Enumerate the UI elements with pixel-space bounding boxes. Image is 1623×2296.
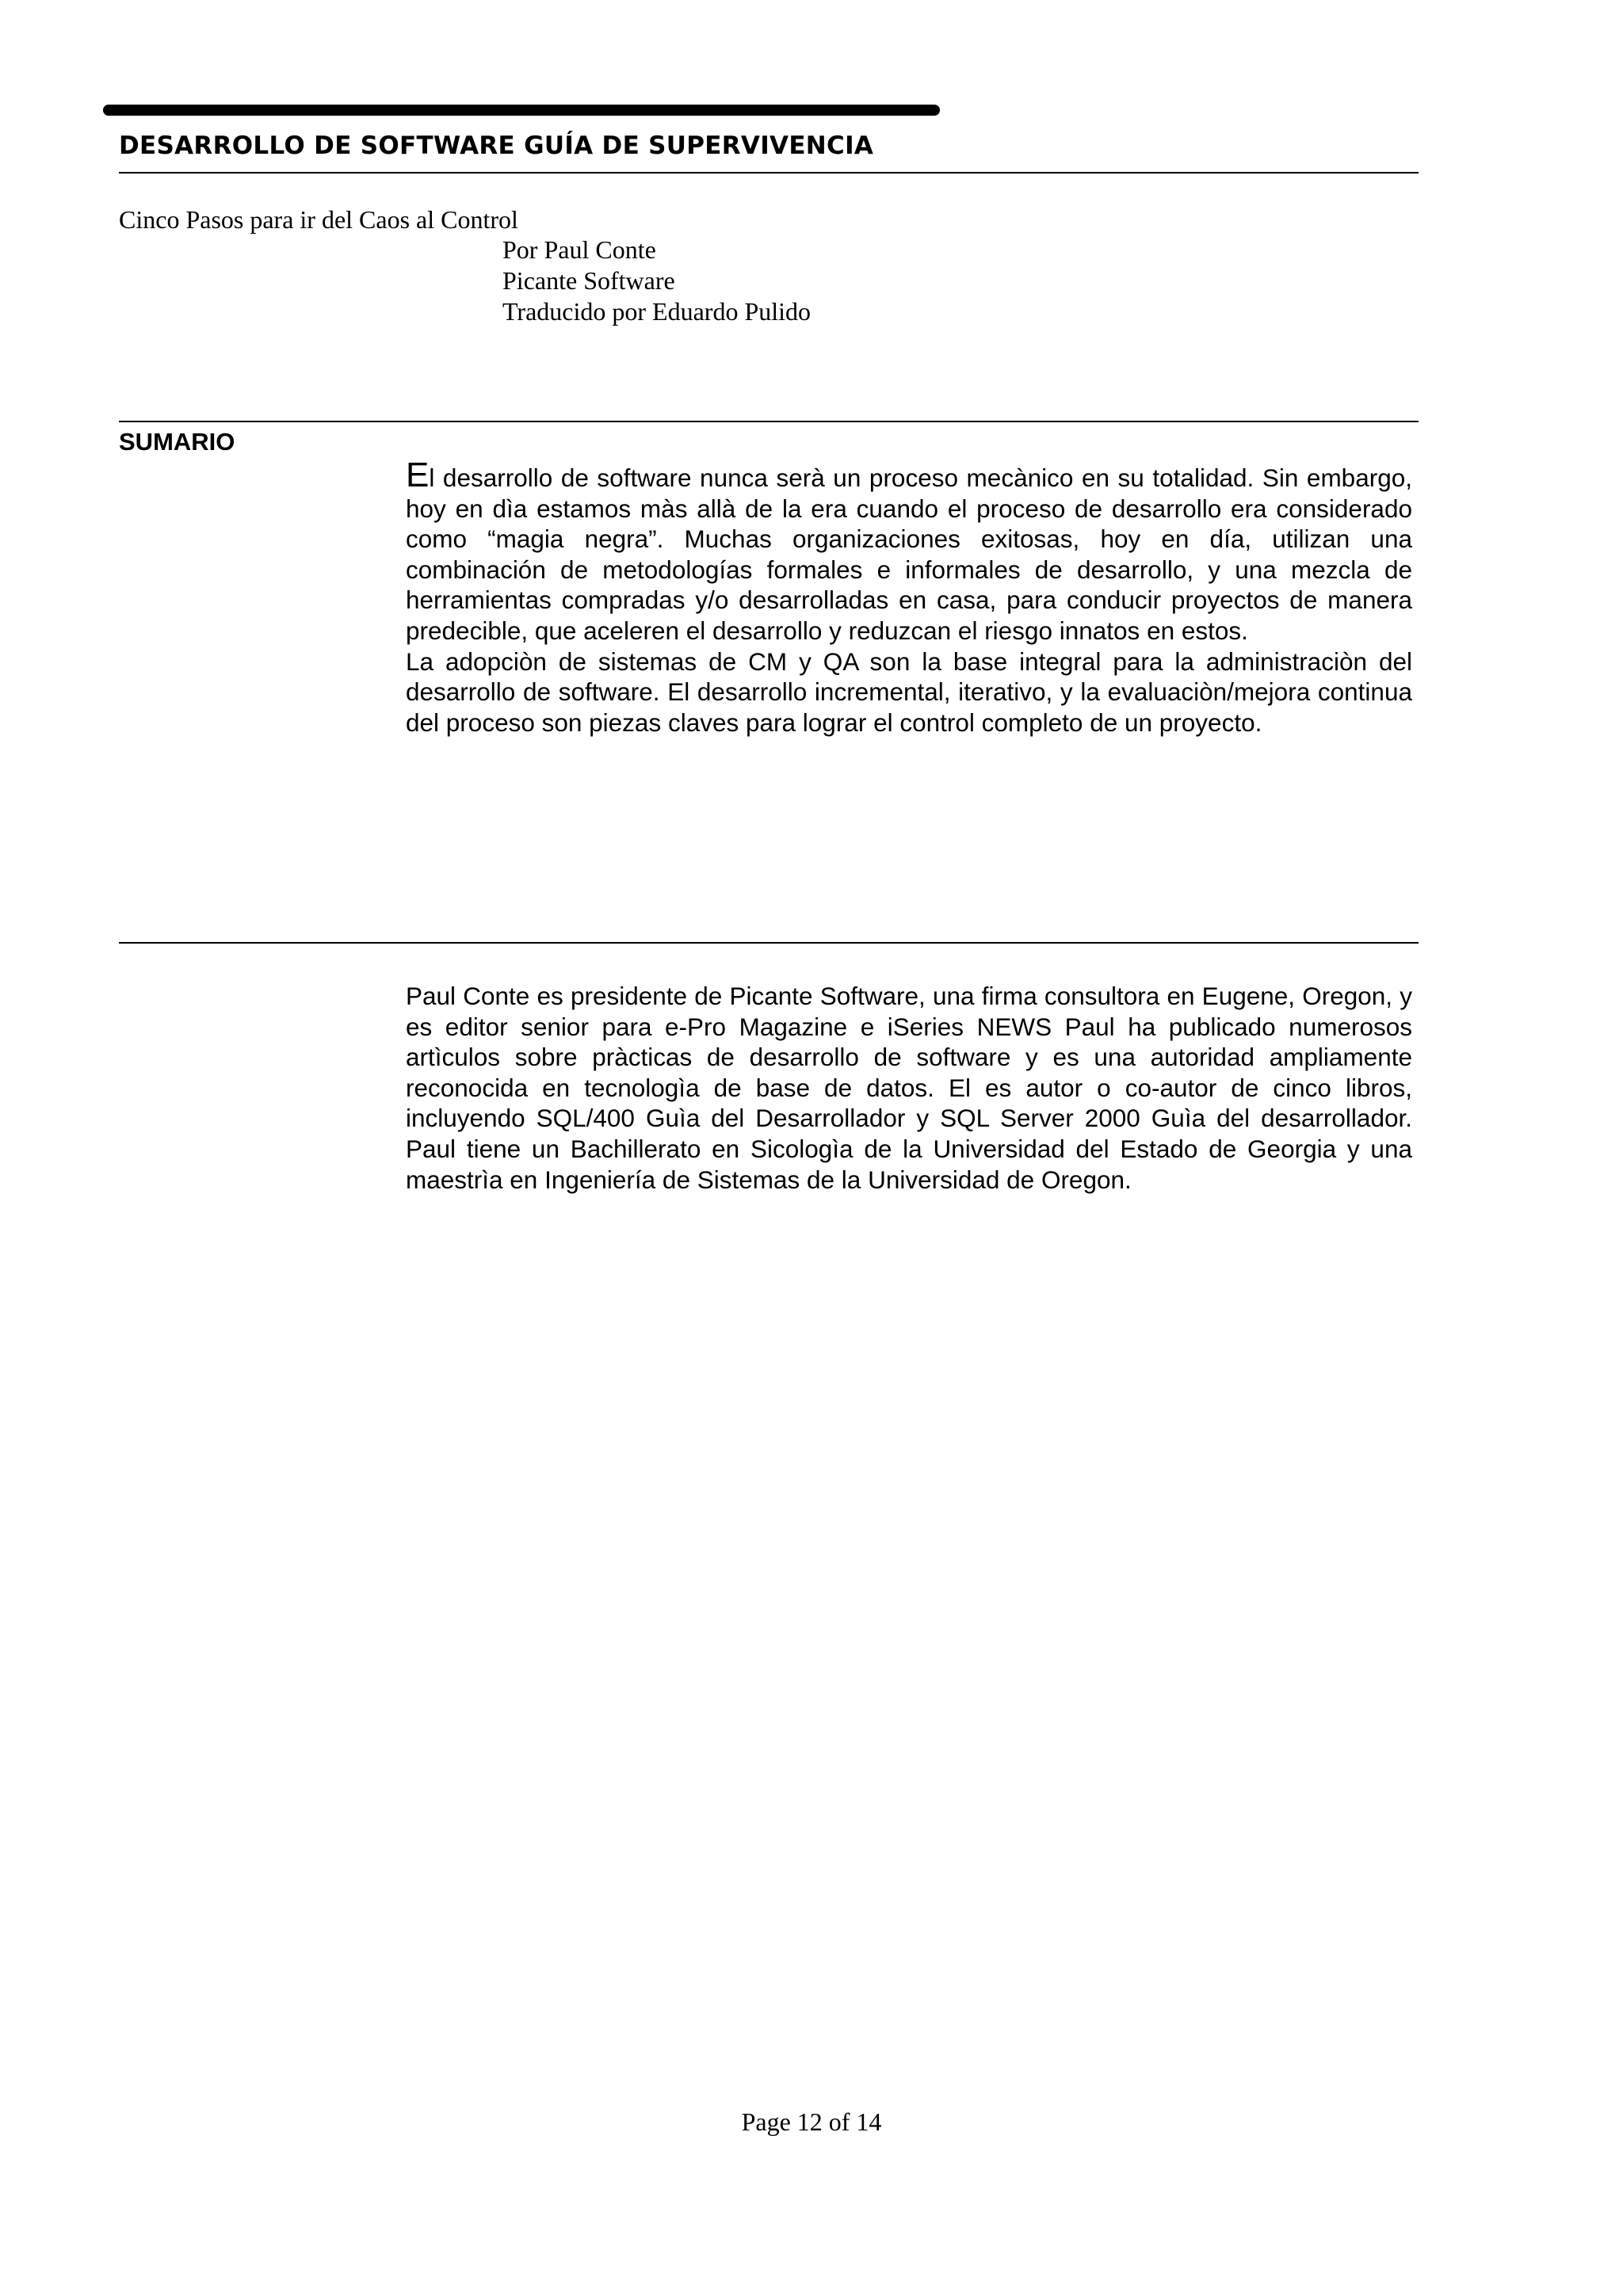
byline-company: Picante Software (502, 266, 675, 295)
header-rule (119, 172, 1419, 174)
article-subtitle: Cinco Pasos para ir del Caos al Control (119, 205, 518, 234)
author-bio (406, 981, 1412, 1195)
byline-author: Por Paul Conte (502, 235, 656, 264)
author-bio-paragraph: Paul Conte es presidente de Picante Software, una firma consultora en Eugene, Oregon, y es editor senior para e-Pro Magazine e iSeries NEWS Paul ha publicado numerosos artìculos sobre pràcticas de desarrollo de software y es una autoridad ampliamente reconocida en tecnologìa de base de datos. El es autor o co-autor de cinco libros, incluyendo SQL/400 Guìa del Desarrollador y SQL Server 2000 Guìa del desarrollador. Paul tiene un Bachillerato en Sicologìa de la Universidad del Estado de Georgia y una maestrìa en Ingeniería de Sistemas de la Universidad de Oregon. (406, 982, 1412, 1194)
header-bar-decoration (103, 105, 940, 116)
summary-paragraph-2: La adopciòn de sistemas de CM y QA son la base integral para la administraciòn del desarrollo de software. El desarrollo incremental, iterativo, y la evaluaciòn/mejora continua del proceso son piezas claves para lograr el control completo de un proyecto. (406, 646, 1412, 737)
byline-block (502, 235, 811, 327)
bio-rule (119, 942, 1419, 944)
summary-paragraph-1 (406, 458, 1412, 646)
byline-translator: Traducido por Eduardo Pulido (502, 297, 812, 326)
drop-cap-letter: E (406, 456, 430, 494)
summary-paragraph-1-text: l desarrollo de software nunca serà un proceso mecànico en su totalidad. Sin embargo, hoy en dìa estamos màs allà de la era cuando el proceso de desarrollo era considerado como “magia negra”. Muchas organizaciones exitosas, hoy en día, utilizan una combinación de metodologías formales e informales de desarrollo, y una mezcla de herramientas compradas y/o desarrolladas en casa, para conducir proyectos de manera predecible, que aceleren el desarrollo y reduzcan el riesgo innatos en estos. (406, 463, 1412, 645)
summary-label: SUMARIO (119, 428, 235, 456)
document-heading: DESARROLLO DE SOFTWARE GUÍA DE SUPERVIVENCIA (119, 132, 874, 160)
summary-rule (119, 421, 1419, 422)
summary-body (406, 458, 1412, 738)
page-number: Page 12 of 14 (741, 2107, 882, 2136)
